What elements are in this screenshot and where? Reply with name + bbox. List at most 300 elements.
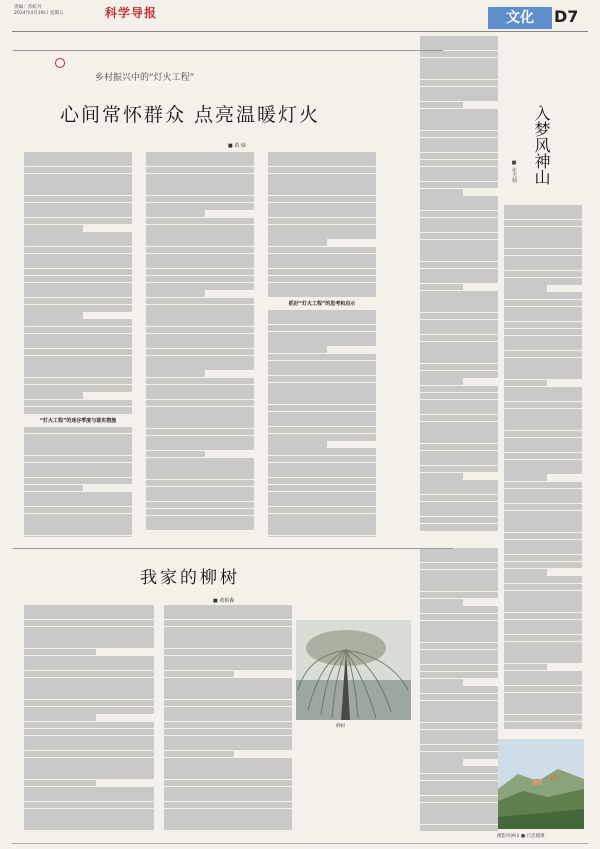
text-line <box>420 781 498 788</box>
text-line <box>420 356 498 363</box>
text-line <box>268 499 376 506</box>
text-line <box>164 678 292 685</box>
text-line <box>504 664 547 671</box>
text-line <box>504 234 582 241</box>
text-line <box>164 656 292 663</box>
text-line <box>24 385 132 392</box>
text-line <box>504 496 582 503</box>
text-line <box>24 772 154 779</box>
text-line <box>146 429 254 436</box>
text-line <box>24 225 83 232</box>
text-line <box>420 393 498 400</box>
text-line <box>504 329 582 336</box>
text-line <box>504 271 582 278</box>
text-line <box>420 737 498 744</box>
text-line <box>24 765 154 772</box>
text-line <box>164 641 292 648</box>
text-line <box>420 517 498 524</box>
text-line <box>146 232 254 239</box>
text-line <box>420 116 498 123</box>
text-line <box>24 448 132 455</box>
text-line <box>268 203 376 210</box>
text-line <box>420 284 463 291</box>
text-line <box>420 327 498 334</box>
text-line <box>146 451 205 458</box>
text-line <box>268 397 376 404</box>
text-line <box>504 555 582 562</box>
text-line <box>24 478 132 485</box>
text-line <box>420 584 498 591</box>
text-line <box>268 152 376 159</box>
text-line <box>420 335 498 342</box>
text-line <box>504 365 582 372</box>
text-line <box>504 453 582 460</box>
text-line <box>24 787 154 794</box>
text-line <box>420 262 498 269</box>
text-line <box>504 227 582 234</box>
text-line <box>504 504 582 511</box>
text-line <box>164 700 292 707</box>
text-line <box>24 232 132 239</box>
text-line <box>268 325 376 332</box>
page-number: D7 <box>554 7 579 26</box>
text-line <box>164 692 292 699</box>
text-line <box>504 372 582 379</box>
text-line <box>146 181 254 188</box>
text-line <box>164 612 292 619</box>
text-line <box>24 492 132 499</box>
text-line <box>268 463 376 470</box>
text-line <box>268 412 376 419</box>
text-line <box>504 423 582 430</box>
article1-kicker: 乡村振兴中的“灯火工程” <box>95 73 195 83</box>
text-line <box>24 290 132 297</box>
text-line <box>268 218 376 225</box>
text-line <box>420 247 498 254</box>
masthead: 科学导报 <box>105 6 158 20</box>
text-line <box>504 263 582 270</box>
text-line <box>420 174 498 181</box>
text-line <box>146 465 254 472</box>
text-line <box>146 509 254 516</box>
text-line <box>146 472 254 479</box>
text-line <box>420 694 498 701</box>
text-line <box>24 641 154 648</box>
text-line <box>504 511 582 518</box>
text-line <box>420 628 498 635</box>
text-line <box>24 261 132 268</box>
text-line <box>146 443 254 450</box>
text-line <box>504 525 582 532</box>
text-line <box>420 422 498 429</box>
text-line <box>24 407 132 414</box>
text-line <box>420 153 498 160</box>
text-line <box>146 487 254 494</box>
text-line <box>420 825 498 832</box>
text-line <box>504 474 547 481</box>
text-line <box>504 343 582 350</box>
text-line <box>146 378 254 385</box>
text-line <box>24 167 132 174</box>
text-line <box>24 700 154 707</box>
text-line <box>504 678 582 685</box>
text-line <box>164 605 292 612</box>
text-line <box>146 523 254 530</box>
right-column-1 <box>420 36 498 541</box>
article1-body <box>24 152 404 537</box>
text-line <box>504 518 582 525</box>
text-line <box>420 72 498 79</box>
text-line <box>504 547 582 554</box>
text-line <box>164 809 292 816</box>
text-line <box>24 521 132 528</box>
text-line <box>146 363 254 370</box>
header-meta <box>14 5 63 17</box>
text-line <box>504 314 582 321</box>
text-line <box>268 261 376 268</box>
text-line <box>504 249 582 256</box>
text-line <box>504 322 582 329</box>
text-line <box>268 188 376 195</box>
text-line <box>420 723 498 730</box>
text-line <box>420 43 498 50</box>
text-line <box>24 736 154 743</box>
text-line <box>420 701 498 708</box>
text-line <box>146 356 254 363</box>
text-line <box>24 334 132 341</box>
text-line <box>420 378 463 385</box>
text-line <box>504 205 582 212</box>
text-line <box>268 310 376 317</box>
text-line <box>504 402 582 409</box>
text-line <box>420 51 498 58</box>
text-line <box>268 283 376 290</box>
text-line <box>268 448 376 455</box>
text-line <box>420 444 498 451</box>
text-line <box>504 715 582 722</box>
text-line <box>268 521 376 528</box>
text-line <box>164 772 292 779</box>
text-line <box>268 210 376 217</box>
text-line <box>420 138 498 145</box>
text-line <box>268 196 376 203</box>
text-line <box>24 605 154 612</box>
text-line <box>420 80 498 87</box>
text-line <box>268 174 376 181</box>
text-line <box>24 159 132 166</box>
text-line <box>420 730 498 737</box>
article1-column-1 <box>24 152 132 537</box>
bottom-rule <box>12 843 588 844</box>
text-line <box>146 370 205 377</box>
text-line <box>420 458 498 465</box>
text-line <box>146 239 254 246</box>
text-line <box>420 473 463 480</box>
text-line <box>504 438 582 445</box>
text-line <box>268 232 376 239</box>
text-line <box>146 167 254 174</box>
text-line <box>24 823 154 830</box>
text-line <box>268 514 376 521</box>
text-line <box>24 685 154 692</box>
text-line <box>268 434 376 441</box>
text-line <box>420 672 498 679</box>
text-line <box>268 181 376 188</box>
text-line <box>420 218 498 225</box>
text-line <box>420 203 498 210</box>
text-line <box>420 635 498 642</box>
text-line <box>24 794 154 801</box>
text-line <box>24 319 132 326</box>
text-line <box>146 341 254 348</box>
text-line <box>504 722 582 729</box>
text-line <box>420 548 498 555</box>
text-line <box>164 751 234 758</box>
text-line <box>268 390 376 397</box>
text-line <box>268 239 327 246</box>
text-line <box>24 181 132 188</box>
text-line <box>268 383 376 390</box>
text-line <box>146 436 254 443</box>
text-line <box>24 247 132 254</box>
text-line <box>24 239 132 246</box>
text-line <box>24 656 154 663</box>
article2-byline: ■ 黄柏森 <box>213 598 235 604</box>
text-line <box>146 480 254 487</box>
text-line <box>24 218 132 225</box>
text-line <box>504 292 582 299</box>
text-line <box>420 466 498 473</box>
text-line <box>504 620 582 627</box>
text-line <box>420 254 498 261</box>
text-line <box>24 671 154 678</box>
text-line <box>420 240 498 247</box>
text-line <box>504 482 582 489</box>
text-line <box>504 431 582 438</box>
text-line <box>146 225 254 232</box>
text-line <box>24 441 132 448</box>
right-column-1b <box>420 548 498 838</box>
text-line <box>24 392 83 399</box>
text-line <box>268 485 376 492</box>
photo1-caption: 柳树 <box>336 724 345 729</box>
text-line <box>420 570 498 577</box>
text-line <box>504 562 582 569</box>
text-line <box>420 160 498 167</box>
text-line <box>420 182 498 189</box>
text-line <box>420 621 498 628</box>
text-line <box>420 759 463 766</box>
article-subhead: 抓好“灯火工程”的思考和启示 <box>288 301 356 308</box>
willow-photo <box>296 620 411 720</box>
text-line <box>420 643 498 650</box>
text-line <box>420 94 498 101</box>
text-line <box>504 576 582 583</box>
text-line <box>268 254 376 261</box>
text-line <box>420 817 498 824</box>
text-line <box>504 635 582 642</box>
text-line <box>504 241 582 248</box>
text-line <box>420 233 498 240</box>
text-line <box>146 407 254 414</box>
article1-top-rule <box>13 50 443 51</box>
text-line <box>504 336 582 343</box>
text-line <box>420 745 498 752</box>
text-line <box>164 671 234 678</box>
text-line <box>24 722 154 729</box>
text-line <box>420 650 498 657</box>
text-line <box>420 436 498 443</box>
text-line <box>164 620 292 627</box>
text-line <box>164 743 292 750</box>
text-line <box>24 203 132 210</box>
text-line <box>268 269 376 276</box>
text-line <box>504 569 547 576</box>
text-line <box>420 803 498 810</box>
text-line <box>420 313 498 320</box>
text-line <box>146 385 254 392</box>
text-line <box>504 591 582 598</box>
text-line <box>420 563 498 570</box>
text-line <box>164 758 292 765</box>
text-line <box>420 599 463 606</box>
article1-title: 心间常怀群众 点亮温暖灯火 <box>60 104 321 126</box>
text-line <box>164 736 292 743</box>
text-line <box>268 247 376 254</box>
text-line <box>504 460 582 467</box>
text-line <box>146 319 254 326</box>
text-line <box>268 332 376 339</box>
text-line <box>504 387 582 394</box>
text-line <box>164 794 292 801</box>
text-line <box>24 254 132 261</box>
text-line <box>146 188 254 195</box>
text-line <box>24 485 83 492</box>
text-line <box>268 276 376 283</box>
text-line <box>420 225 498 232</box>
text-line <box>164 765 292 772</box>
text-line <box>164 627 292 634</box>
text-line <box>24 649 96 656</box>
text-line <box>420 708 498 715</box>
text-line <box>268 478 376 485</box>
text-line <box>24 400 132 407</box>
text-line <box>24 751 154 758</box>
text-line <box>146 247 254 254</box>
text-line <box>420 349 498 356</box>
text-line <box>504 212 582 219</box>
text-line <box>504 686 582 693</box>
text-line <box>24 276 132 283</box>
text-line <box>420 502 498 509</box>
text-line <box>420 614 498 621</box>
text-line <box>164 714 292 721</box>
text-line <box>24 210 132 217</box>
text-line <box>164 780 292 787</box>
text-line <box>420 36 498 43</box>
text-line <box>164 802 292 809</box>
text-line <box>504 351 582 358</box>
text-line <box>268 419 376 426</box>
text-line <box>420 774 498 781</box>
text-line <box>420 145 498 152</box>
article2-top-rule <box>13 548 453 549</box>
text-line <box>504 693 582 700</box>
text-line <box>420 577 498 584</box>
article2-column-1 <box>24 605 154 835</box>
text-line <box>420 606 498 613</box>
text-line <box>420 167 498 174</box>
text-line <box>420 371 498 378</box>
text-line <box>268 376 376 383</box>
text-line <box>504 489 582 496</box>
text-line <box>24 378 132 385</box>
text-line <box>420 495 498 502</box>
article1-column-3 <box>268 152 376 537</box>
text-line <box>24 514 132 521</box>
text-line <box>24 692 154 699</box>
text-line <box>420 686 498 693</box>
text-line <box>420 509 498 516</box>
text-line <box>146 210 205 217</box>
text-line <box>268 528 376 535</box>
text-line <box>420 480 498 487</box>
text-line <box>268 167 376 174</box>
text-line <box>268 536 376 537</box>
text-line <box>164 634 292 641</box>
text-line <box>146 414 254 421</box>
text-line <box>24 427 132 434</box>
text-line <box>420 592 498 599</box>
text-line <box>24 196 132 203</box>
text-line <box>420 58 498 65</box>
text-line <box>24 528 132 535</box>
text-line <box>504 533 582 540</box>
text-line <box>146 349 254 356</box>
text-line <box>24 663 154 670</box>
text-line <box>420 766 498 773</box>
text-line <box>504 394 582 401</box>
text-line <box>24 370 132 377</box>
article2-column-2 <box>164 605 292 835</box>
text-line <box>504 656 582 663</box>
editor-label: 责编：苏虹丹 <box>14 5 42 10</box>
text-line <box>24 188 132 195</box>
text-line <box>24 678 154 685</box>
text-line <box>504 700 582 707</box>
text-line <box>24 341 132 348</box>
text-line <box>420 429 498 436</box>
article2-title: 我家的柳树 <box>140 568 240 588</box>
text-line <box>268 225 376 232</box>
text-line <box>420 524 498 531</box>
text-line <box>146 312 254 319</box>
text-line <box>24 470 132 477</box>
text-line <box>420 276 498 283</box>
text-line <box>146 334 254 341</box>
text-line <box>24 305 132 312</box>
text-line <box>24 269 132 276</box>
text-line <box>268 456 376 463</box>
text-line <box>164 722 292 729</box>
text-line <box>146 305 254 312</box>
text-line <box>24 174 132 181</box>
text-line <box>420 487 498 494</box>
text-line <box>420 386 498 393</box>
text-line <box>504 307 582 314</box>
text-line <box>24 714 96 721</box>
text-line <box>504 358 582 365</box>
